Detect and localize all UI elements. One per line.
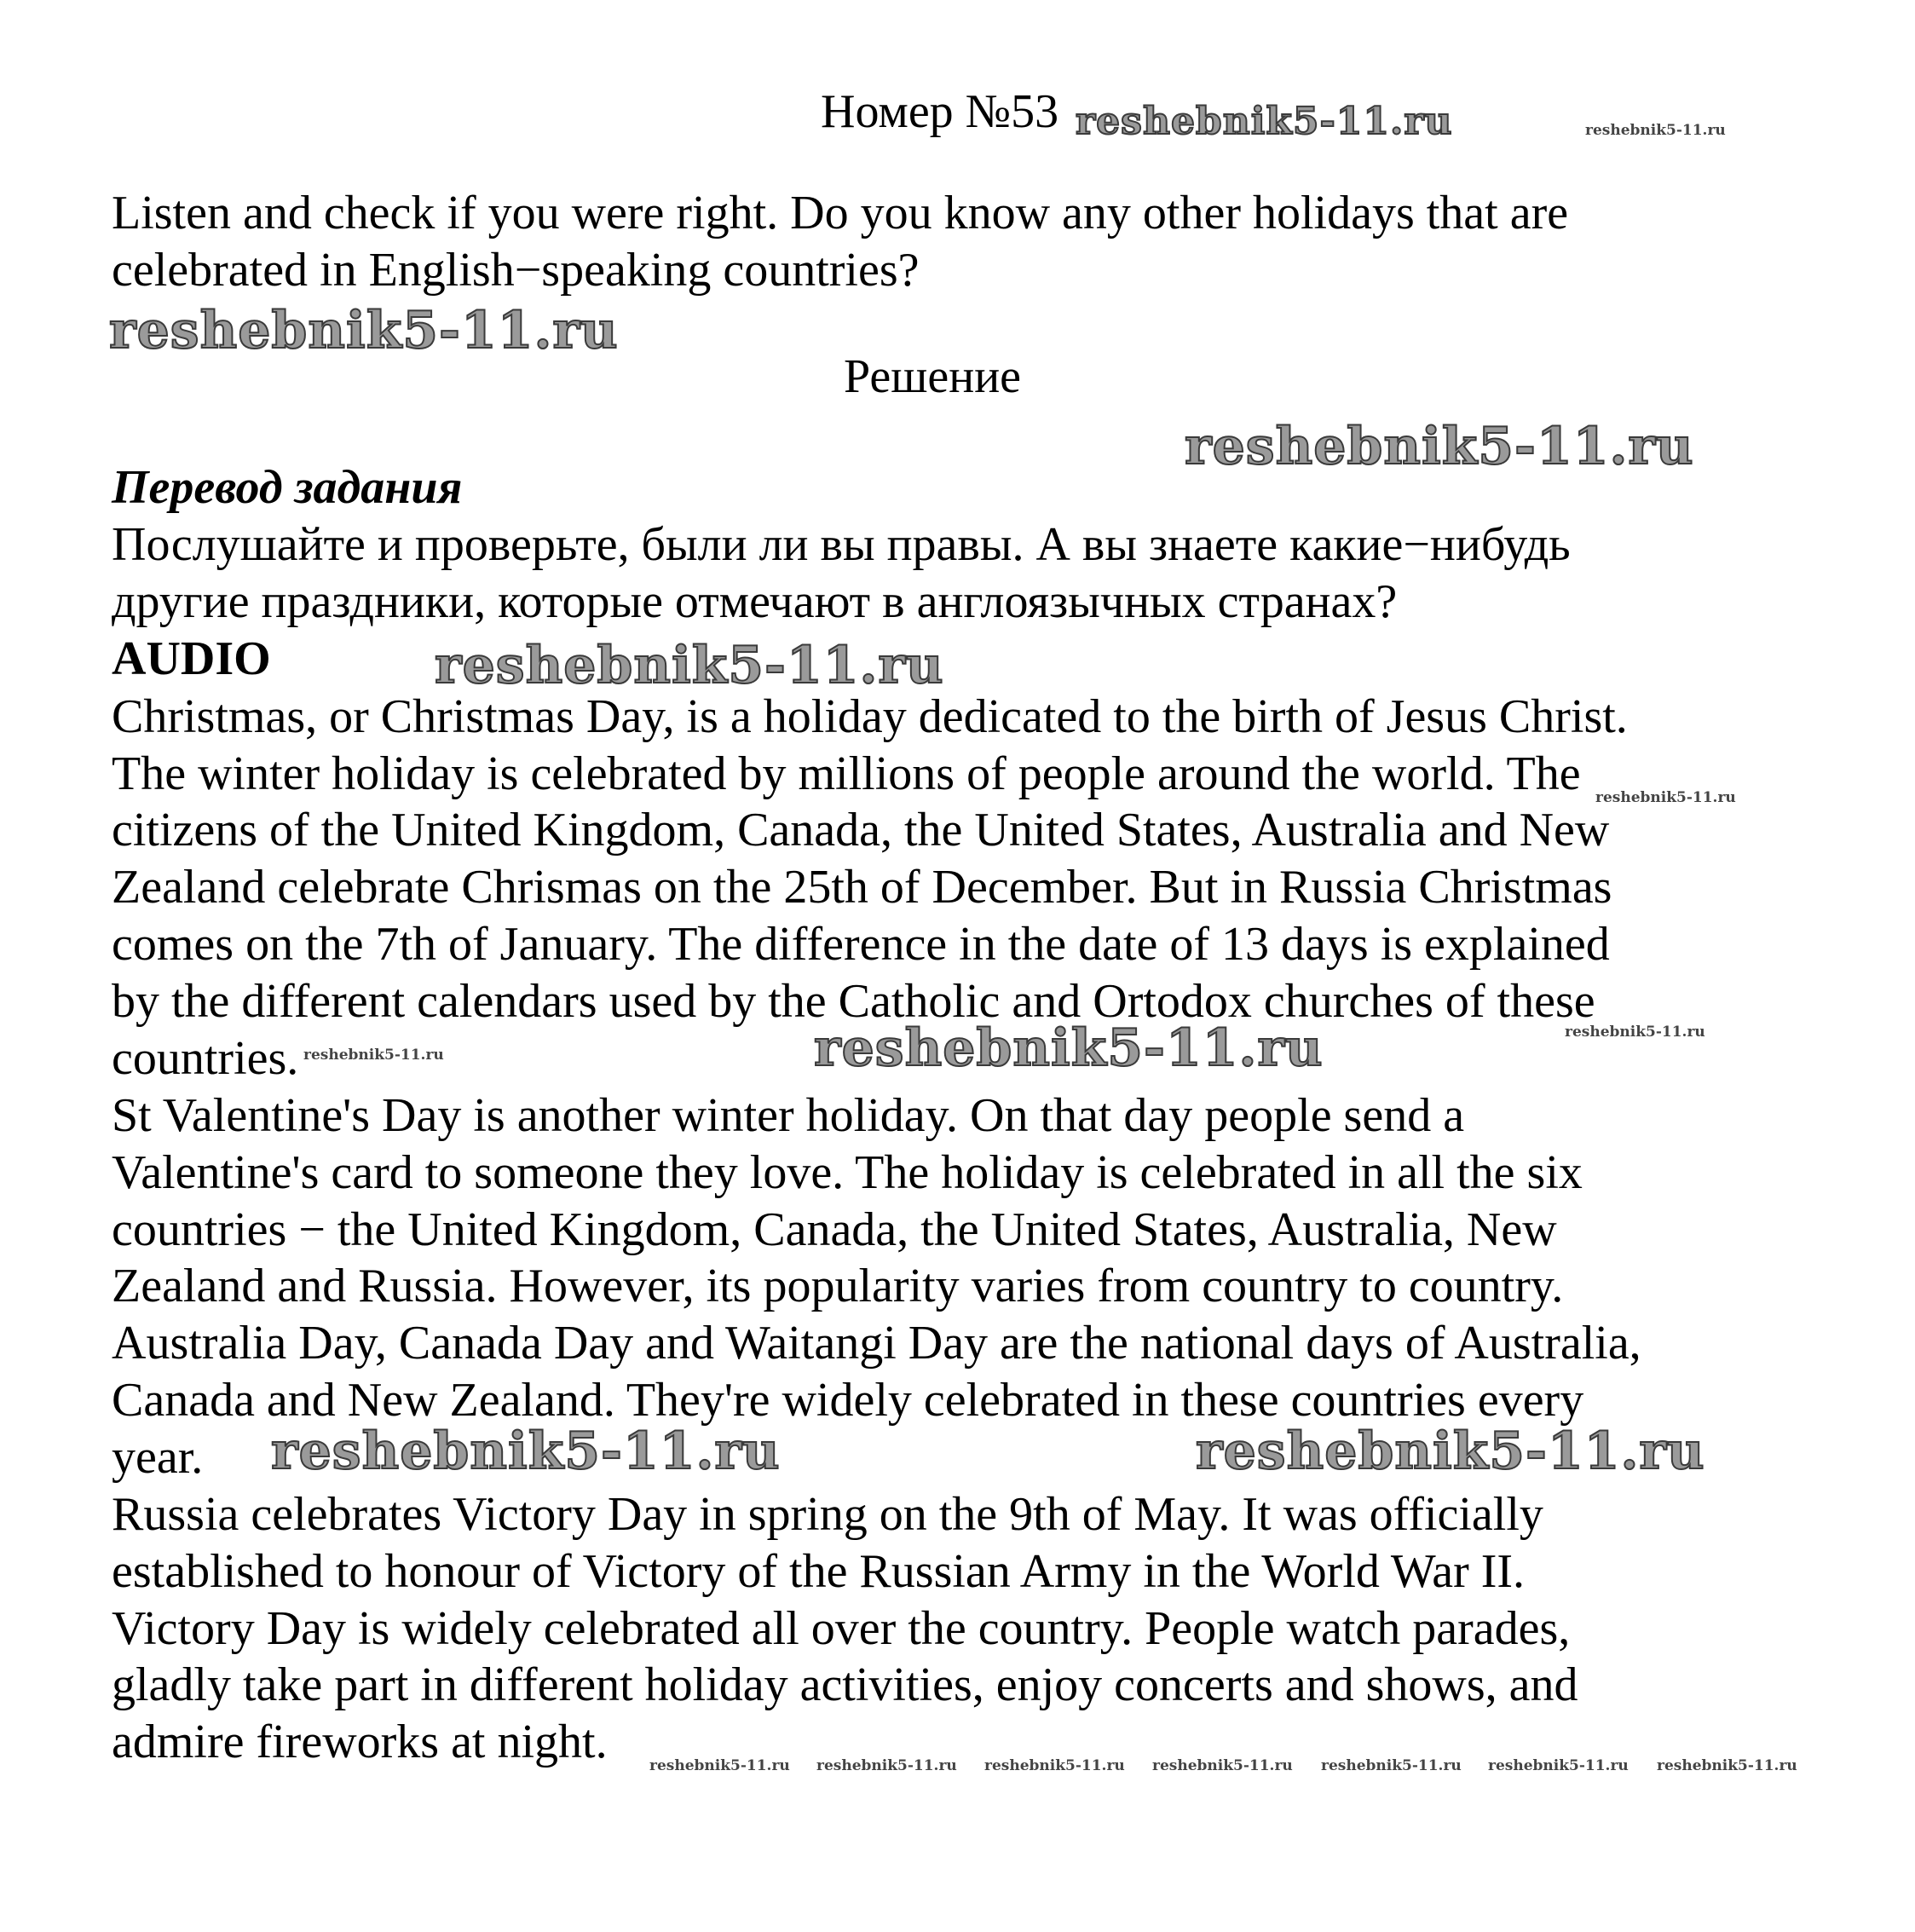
watermark: reshebnik5-11.ru [109, 301, 619, 360]
audio-line: established to honour of Victory of the Russian Army in the World War II. [112, 1545, 1526, 1598]
audio-line: citizens of the United Kingdom, Canada, the United States, Australia and New [112, 804, 1610, 856]
task-line-1: Listen and check if you were right. Do you know any other holidays that are [112, 187, 1569, 239]
audio-line: countries − the United Kingdom, Canada, the United States, Australia, New [112, 1203, 1557, 1256]
audio-line: countries. [112, 1032, 299, 1085]
translation-line-2: другие праздники, которые отмечают в англоязычных странах? [112, 575, 1398, 628]
solution-label: Решение [844, 350, 1022, 403]
task-number: Номер №53 [821, 85, 1059, 138]
watermark: reshebnik5-11.ru [1196, 1422, 1705, 1481]
audio-line: St Valentine's Day is another winter holiday. On that day people send a [112, 1089, 1465, 1142]
watermark: reshebnik5-11.ru [649, 1757, 790, 1774]
audio-line: Russia celebrates Victory Day in spring on the 9th of May. It was officially [112, 1488, 1543, 1541]
audio-line: by the different calendars used by the Catholic and Ortodox churches of these [112, 975, 1595, 1028]
watermark: reshebnik5-11.ru [1565, 1024, 1705, 1041]
audio-line: Valentine's card to someone they love. The holiday is celebrated in all the six [112, 1146, 1583, 1199]
audio-line: Zealand and Russia. However, its popularity varies from country to country. [112, 1260, 1564, 1312]
audio-line: The winter holiday is celebrated by millions of people around the world. The [112, 747, 1581, 800]
audio-heading: AUDIO [112, 632, 271, 685]
watermark: reshebnik5-11.ru [303, 1047, 444, 1064]
translation-heading: Перевод задания [112, 461, 463, 514]
watermark: reshebnik5-11.ru [1321, 1757, 1462, 1774]
watermark: reshebnik5-11.ru [984, 1757, 1125, 1774]
audio-line: year. [112, 1431, 204, 1484]
watermark: reshebnik5-11.ru [1152, 1757, 1293, 1774]
watermark: reshebnik5-11.ru [1595, 789, 1736, 806]
translation-line-1: Послушайте и проверьте, были ли вы правы. А вы знаете какие−нибудь [112, 518, 1571, 571]
watermark: reshebnik5-11.ru [1185, 417, 1694, 476]
audio-line: Australia Day, Canada Day and Waitangi Day are the national days of Australia, [112, 1317, 1641, 1370]
watermark: reshebnik5-11.ru [1657, 1757, 1797, 1774]
watermark: reshebnik5-11.ru [814, 1018, 1324, 1078]
audio-line: comes on the 7th of January. The difference in the date of 13 days is explained [112, 918, 1610, 971]
watermark: reshebnik5-11.ru [271, 1422, 781, 1481]
audio-line: admire fireworks at night. [112, 1716, 608, 1768]
audio-line: Canada and New Zealand. They're widely celebrated in these countries every [112, 1374, 1584, 1427]
audio-line: Christmas, or Christmas Day, is a holiday dedicated to the birth of Jesus Christ. [112, 690, 1628, 743]
watermark: reshebnik5-11.ru [1488, 1757, 1629, 1774]
task-line-2: celebrated in English−speaking countries? [112, 244, 920, 297]
audio-line: gladly take part in different holiday activities, enjoy concerts and shows, and [112, 1658, 1578, 1711]
audio-line: Victory Day is widely celebrated all over the country. People watch parades, [112, 1602, 1571, 1655]
watermark: reshebnik5-11.ru [435, 636, 944, 695]
page-title [821, 84, 1058, 140]
audio-line: Zealand celebrate Chrismas on the 25th of December. But in Russia Christmas [112, 861, 1612, 914]
watermark: reshebnik5-11.ru [1585, 122, 1726, 139]
watermark: reshebnik5-11.ru [816, 1757, 957, 1774]
watermark: reshebnik5-11.ru [1076, 100, 1453, 143]
